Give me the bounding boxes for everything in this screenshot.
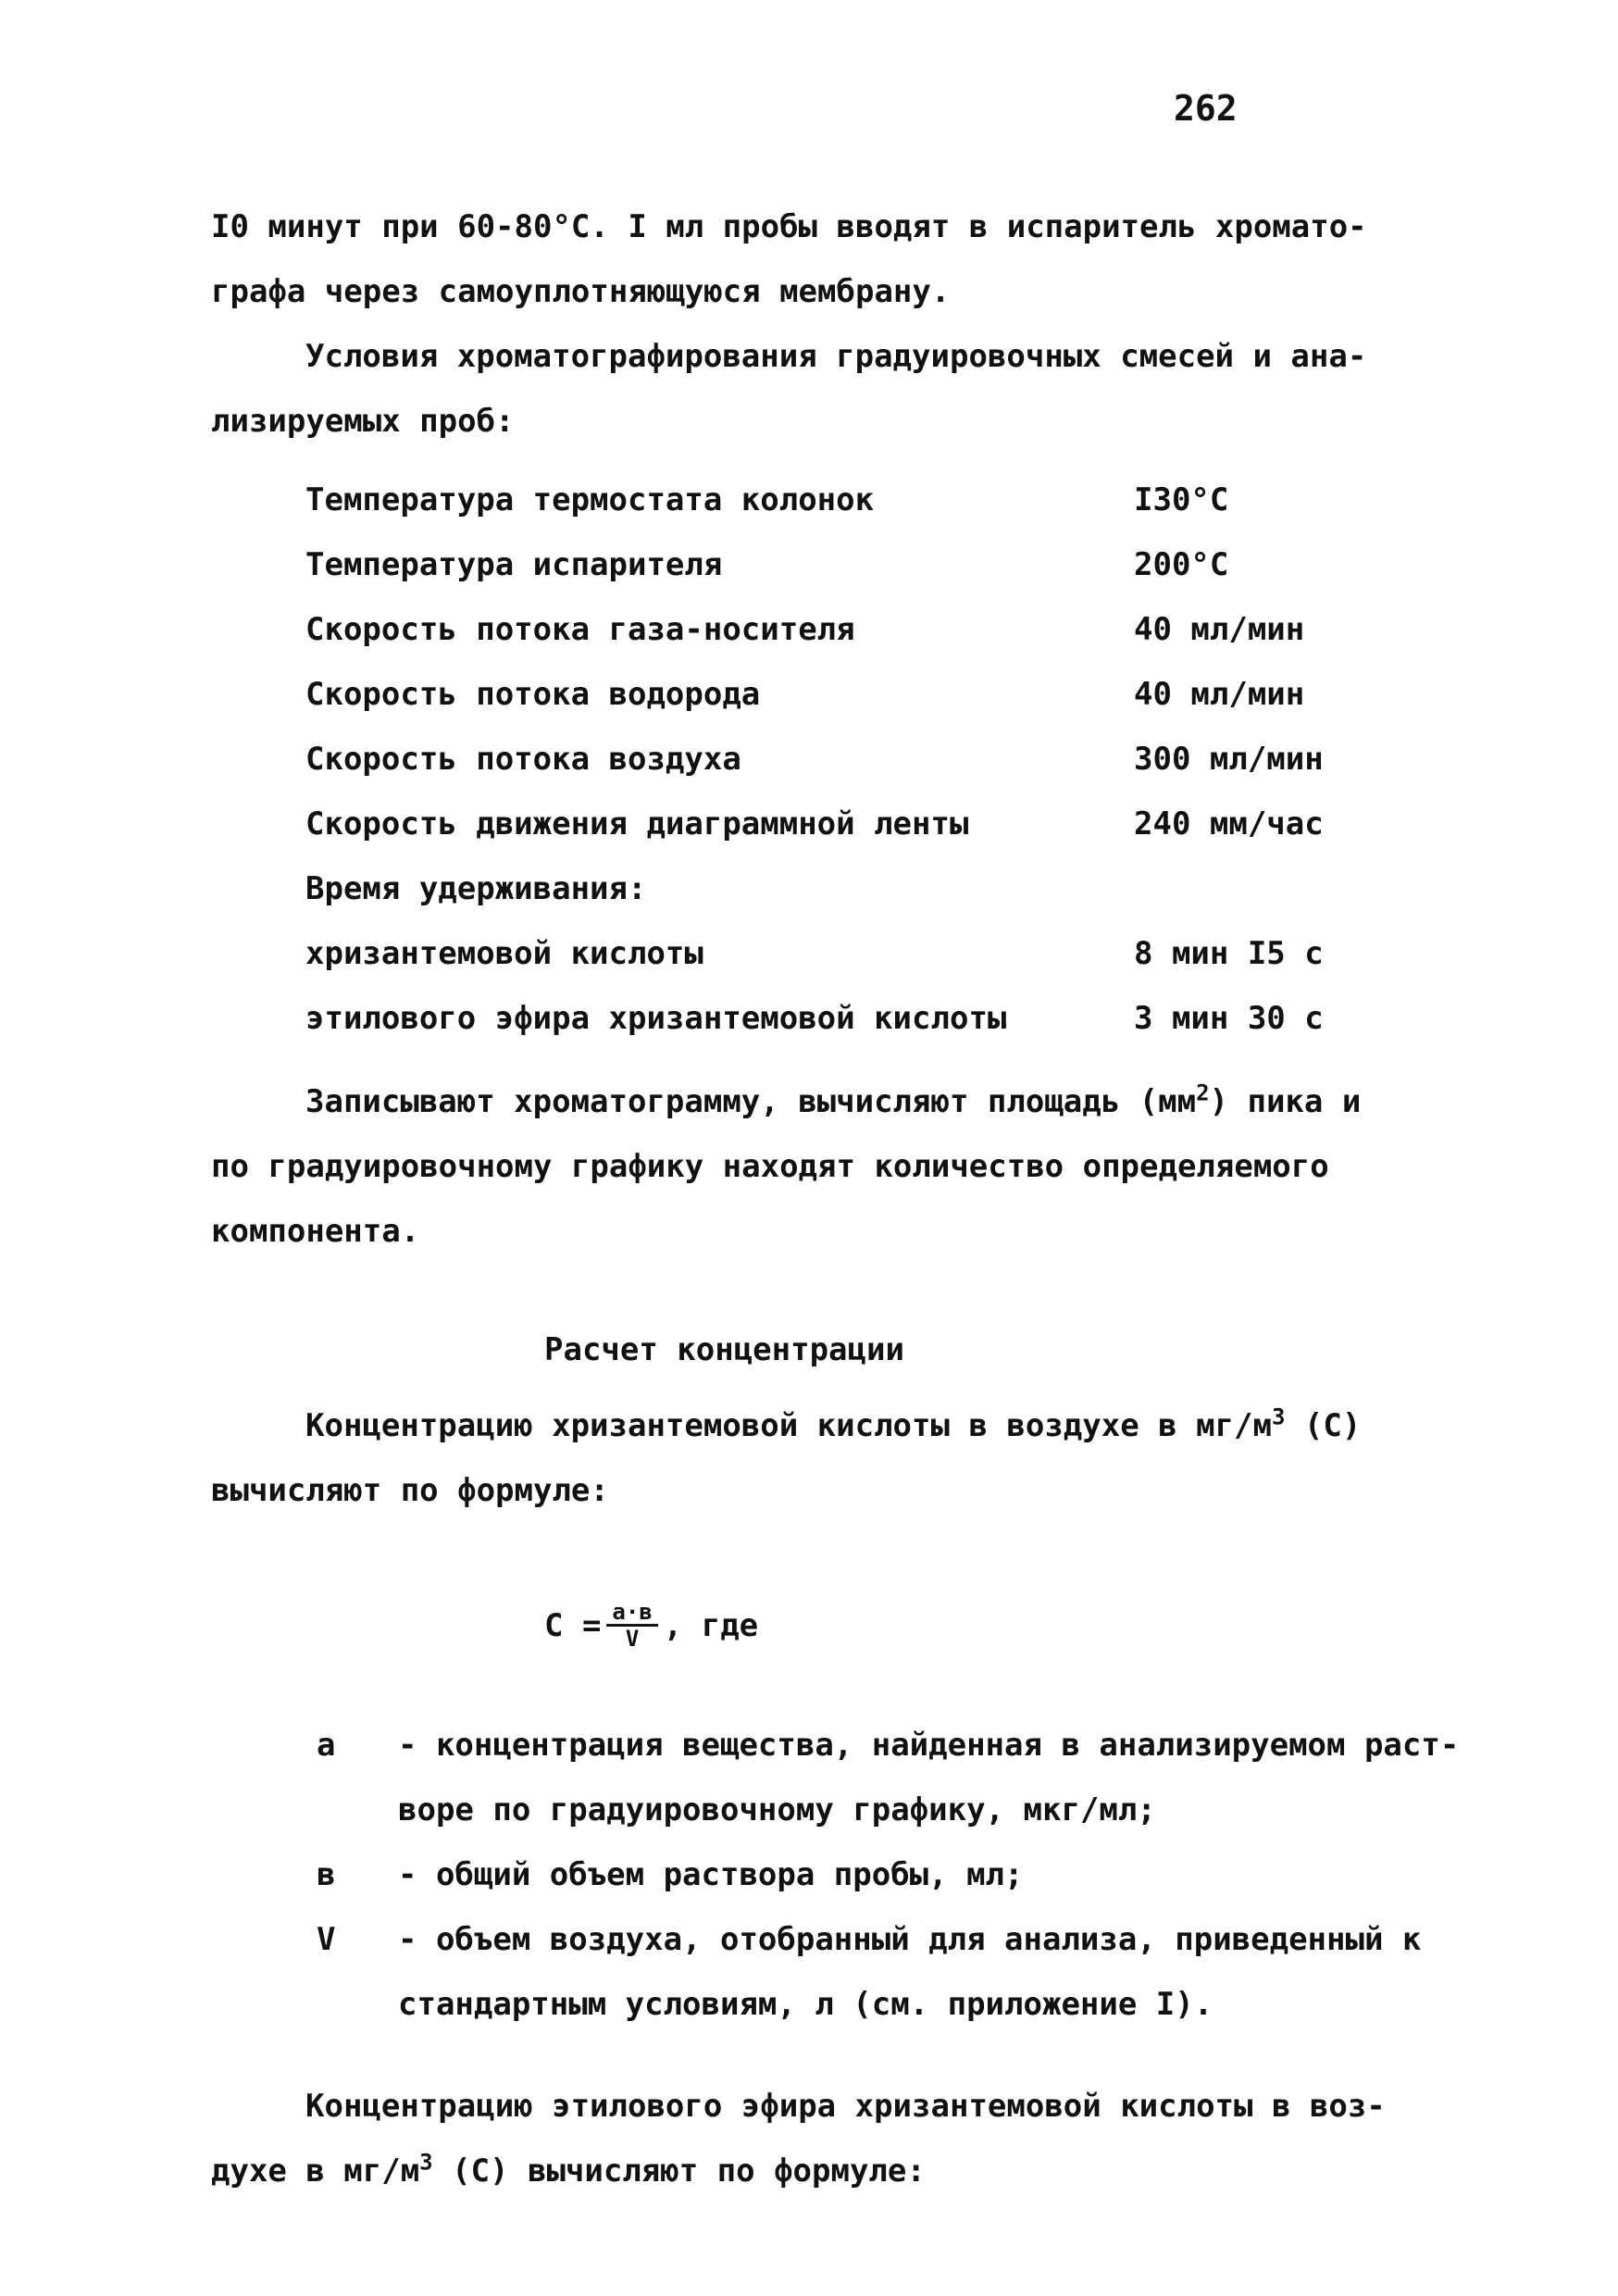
record-line-1-text: Записывают хроматограмму, вычисляют площадь (мм bbox=[305, 1083, 1197, 1120]
formula-lhs: С = bbox=[544, 1606, 602, 1644]
formula bbox=[544, 1600, 758, 1652]
superscript: 2 bbox=[1196, 1079, 1210, 1106]
ester-line-2 bbox=[211, 2149, 926, 2190]
conc-line-1-end: (С) bbox=[1285, 1407, 1362, 1444]
condition-label: Скорость потока воздуха bbox=[305, 741, 741, 778]
condition-label: Скорость потока газа-носителя bbox=[305, 611, 855, 648]
page-number: 262 bbox=[1174, 88, 1238, 129]
condition-value: I30°С bbox=[1134, 481, 1229, 518]
section-title: Расчет концентрации bbox=[544, 1331, 904, 1368]
condition-value: 300 мл/мин bbox=[1134, 741, 1324, 778]
definition-text: - общий объем раствора пробы, мл; bbox=[398, 1856, 1024, 1893]
intro-line-2: графа через самоуплотняющуюся мембрану. bbox=[211, 273, 951, 310]
record-line-1-end: ) пика и bbox=[1209, 1083, 1362, 1120]
formula-denominator: V bbox=[625, 1626, 640, 1653]
condition-label: Скорость движения диаграммной ленты bbox=[305, 805, 969, 842]
formula-suffix: , где bbox=[663, 1606, 759, 1644]
conditions-intro-line-2: лизируемых проб: bbox=[211, 403, 515, 440]
record-line-1 bbox=[305, 1079, 1362, 1120]
intro-line-1: I0 минут при 60-80°С. I мл пробы вводят в испаритель хромато- bbox=[211, 208, 1367, 245]
superscript: 3 bbox=[419, 2149, 433, 2176]
conc-line-1-text: Концентрацию хризантемовой кислоты в воздухе в мг/м bbox=[305, 1407, 1272, 1444]
condition-value: 200°С bbox=[1134, 546, 1229, 583]
superscript: 3 bbox=[1271, 1404, 1286, 1430]
definition-continuation: стандартным условиям, л (см. приложение I). bbox=[398, 1986, 1214, 2023]
condition-value: 240 мм/час bbox=[1134, 805, 1324, 842]
ester-line-2-text: духе в мг/м bbox=[211, 2152, 420, 2190]
definition-symbol: а bbox=[317, 1727, 336, 1764]
definition-text: - объем воздуха, отобранный для анализа, приведенный к bbox=[398, 1921, 1422, 1958]
conditions-intro-line-1: Условия хроматографирования градуировочных смесей и ана- bbox=[305, 338, 1367, 375]
record-line-2: по градуировочному графику находят количество определяемого bbox=[211, 1148, 1329, 1185]
retention-heading: Время удерживания: bbox=[305, 870, 647, 907]
definition-text: - концентрация вещества, найденная в анализируемом раст- bbox=[398, 1727, 1460, 1764]
retention-value: 3 мин 30 с bbox=[1134, 1000, 1324, 1037]
retention-label: хризантемовой кислоты bbox=[305, 935, 703, 972]
formula-numerator: а·в bbox=[606, 1600, 657, 1627]
condition-label: Температура термостата колонок bbox=[305, 481, 875, 518]
ester-line-2-end: (С) вычисляют по формуле: bbox=[432, 2152, 926, 2190]
ester-line-1: Концентрацию этилового эфира хризантемовой кислоты в воз- bbox=[305, 2088, 1386, 2125]
condition-value: 40 мл/мин bbox=[1134, 611, 1305, 648]
definition-continuation: воре по градуировочному графику, мкг/мл; bbox=[398, 1791, 1156, 1828]
record-line-3: компонента. bbox=[211, 1213, 420, 1250]
retention-label: этилового эфира хризантемовой кислоты bbox=[305, 1000, 1007, 1037]
formula-fraction bbox=[606, 1600, 657, 1652]
conc-line-2: вычисляют по формуле: bbox=[211, 1472, 609, 1509]
definition-symbol: в bbox=[317, 1856, 336, 1893]
condition-label: Температура испарителя bbox=[305, 546, 723, 583]
definition-symbol: V bbox=[317, 1921, 336, 1958]
conc-line-1 bbox=[305, 1404, 1362, 1444]
retention-value: 8 мин I5 с bbox=[1134, 935, 1324, 972]
condition-value: 40 мл/мин bbox=[1134, 676, 1305, 713]
condition-label: Скорость потока водорода bbox=[305, 676, 761, 713]
